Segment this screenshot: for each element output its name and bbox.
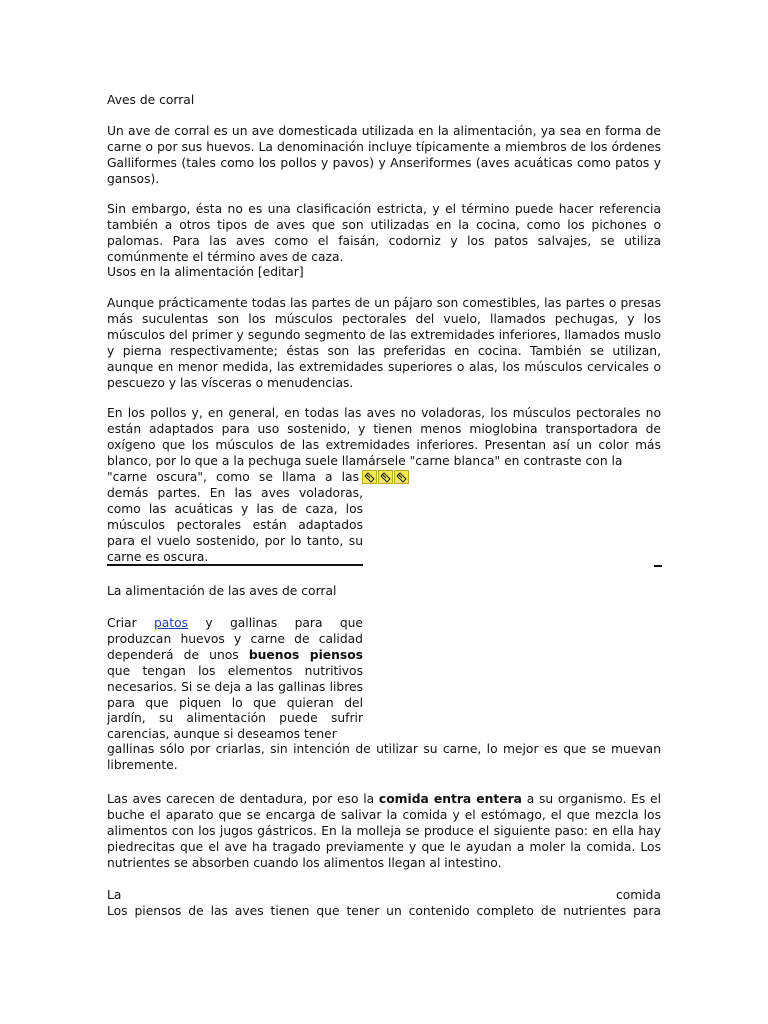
text-criar: Criar — [107, 616, 137, 630]
paragraph-pollos: En los pollos y, en general, en todas las aves no voladoras, los músculos pectorales no están adaptados para uso sostenido, y tienen menos mioglobina transportadora de oxígeno que los músculos de las extremidades inferiores. Presentan así un color más blanco, por lo que a la pechuga suele llamársele "carne blanca" en contraste con la — [107, 406, 661, 468]
paragraph-usos: Aunque prácticamente todas las partes de un pájaro son comestibles, las partes o presas más suculentas son los músculos pectorales del vuelo, llamados pechugas, y los músculos del primer y segundo segmento de las extremidades inferiores, llamados muslo y pierna respectivamente; éstas son las preferidas en cocina. También se utilizan, aunque en menor medida, las extremidades superiores o alas, los músculos cervicales o pescuezo y las vísceras o menudencias. — [107, 296, 661, 390]
divider — [107, 564, 363, 566]
paragraph-intro: Un ave de corral es un ave domesticada utilizada en la alimentación, ya sea en forma de carne o por sus huevos. La denominación incluye típicamente a miembros de los órdenes Galliformes (tales como los pollos y pavos) y Anseriformes (aves acuáticas como patos y gansos). — [107, 124, 661, 186]
divider-dash — [654, 565, 662, 567]
text-comida: comida — [615, 888, 661, 902]
paragraph-piensos: Los piensos de las aves tienen que tener un contenido completo de nutrientes para — [107, 904, 661, 918]
paragraph-criar-full: gallinas sólo por criarlas, sin intención de utilizar su carne, lo mejor es que se muevan libremente. — [107, 742, 661, 772]
page-title: Aves de corral — [107, 93, 195, 107]
bold-comida-entera: comida entra entera — [378, 792, 522, 806]
text-criar-mid2: que tengan los elementos nutritivos necesarios. Si se deja a las gallinas libres para que piquen lo que quieran del jardín, su alimentación puede sufrir carencias, aunque si deseamos tener — [107, 663, 363, 742]
text-dentadura-post: a su organismo. Es el buche el aparato que se encarga de salivar la comida y el estómago, el que mezcla los alimentos con los jugos gástricos. En la molleja se produce el siguiente paso: en ella hay piedrecitas que el ave ha tragado previamente y que le ayudan a moler la comida. Los nutrientes se absorben cuando los alimentos llegan al intestino. — [107, 792, 661, 870]
puzzle-icon — [378, 470, 393, 484]
paragraph-dentadura — [107, 792, 661, 872]
text-la: La — [107, 888, 122, 902]
paragraph-pollos-line: "carne oscura", como se llama a las — [107, 470, 359, 484]
link-patos[interactable]: patos — [153, 616, 189, 630]
puzzle-icon — [362, 470, 377, 484]
paragraph-pollos-narrow: demás partes. En las aves voladoras, como las acuáticas y las de caza, los músculos pectorales están adaptados para el vuelo sostenido, por lo tanto, su carne es oscura. — [107, 486, 363, 564]
bold-buenos-piensos: buenos piensos — [248, 647, 363, 662]
image-placeholder-icons — [362, 470, 409, 485]
text-criar-mid: y gallinas para que produzcan huevos y carne de calidad dependerá de unos — [107, 616, 363, 662]
section-heading-alimentacion: La alimentación de las aves de corral — [107, 584, 337, 598]
paragraph-criar — [107, 616, 363, 743]
paragraph-classification: Sin embargo, ésta no es una clasificación estricta, y el término puede hacer referencia también a otros tipos de aves que son utilizadas en la cocina, como los pichones o palomas. Para las aves como el faisán, codorniz y los patos salvajes, se utiliza comúnmente el término aves de caza. — [107, 202, 661, 264]
text-dentadura-pre: Las aves carecen de dentadura, por eso la — [107, 792, 375, 806]
section-heading-usos: Usos en la alimentación [editar] — [107, 265, 304, 279]
puzzle-icon — [394, 470, 409, 484]
